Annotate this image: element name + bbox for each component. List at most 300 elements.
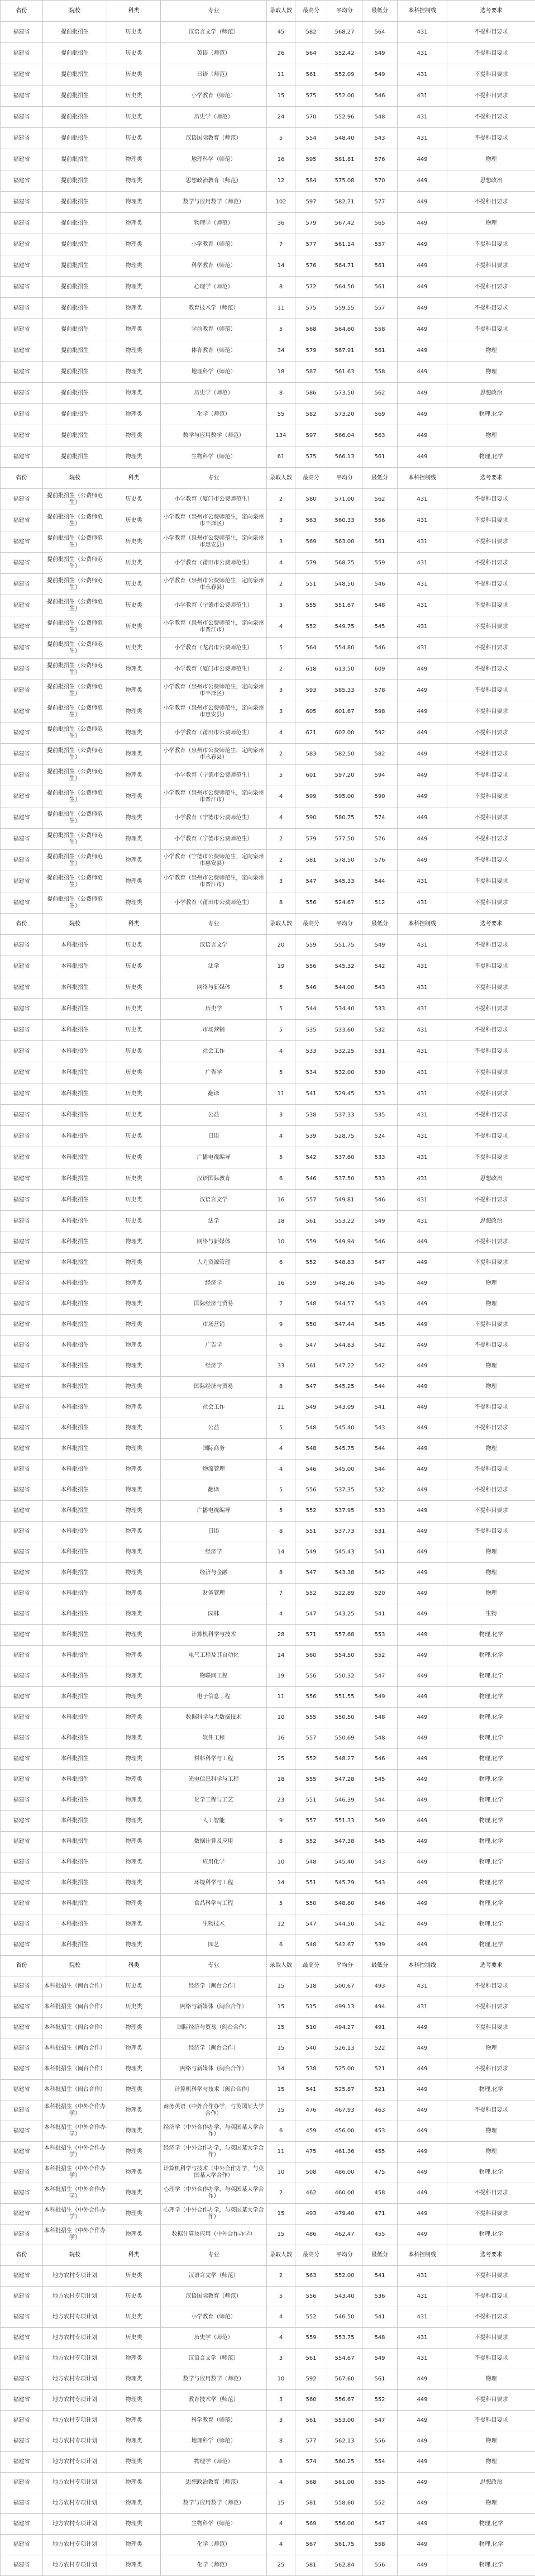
- max-score-cell: 548: [295, 1935, 327, 1956]
- table-row: [1, 1997, 535, 2018]
- elective-requirement-cell: 物理,化学: [447, 2535, 535, 2555]
- max-score-cell: 550: [295, 1315, 327, 1335]
- province-cell: 福建省: [1, 1190, 43, 1211]
- major-cell: 法学: [161, 1211, 267, 1232]
- subject-type-cell: 物理类: [107, 680, 161, 701]
- elective-requirement-cell: 不提科目要求: [447, 616, 535, 638]
- admitted-count-cell: 5: [267, 1501, 295, 1522]
- min-score-cell: 463: [362, 2100, 398, 2121]
- province-cell: 福建省: [1, 1294, 43, 1315]
- admitted-count-cell: 2: [267, 659, 295, 680]
- province-cell: 福建省: [1, 765, 43, 786]
- province-cell: 福建省: [1, 64, 43, 85]
- average-score-cell: 564.50: [327, 277, 362, 298]
- school-cell: 地方农村专项计划: [43, 2390, 107, 2411]
- average-score-cell: 547.28: [327, 1770, 362, 1790]
- subject-type-cell: 物理类: [107, 1728, 161, 1749]
- max-score-cell: 579: [295, 553, 327, 574]
- province-cell: 福建省: [1, 574, 43, 595]
- max-score-cell: 563: [295, 2266, 327, 2287]
- province-cell: 福建省: [1, 2411, 43, 2431]
- max-score-cell: 587: [295, 362, 327, 383]
- subject-type-cell: 历史类: [107, 638, 161, 659]
- admitted-count-cell: 6: [267, 1253, 295, 1273]
- province-cell: 福建省: [1, 723, 43, 744]
- school-cell: 地方农村专项计划: [43, 2349, 107, 2369]
- major-cell: 英语（师范）: [161, 43, 267, 64]
- subject-type-cell: 历史类: [107, 1062, 161, 1083]
- elective-requirement-cell: 物理,化学: [447, 1687, 535, 1708]
- province-cell: 福建省: [1, 22, 43, 43]
- average-score-cell: 543.38: [327, 1563, 362, 1584]
- control-line-cell: 431: [398, 531, 447, 553]
- subject-type-cell: 物理类: [107, 149, 161, 170]
- school-cell: 本科批招生（闽台合作）: [43, 1976, 107, 1997]
- major-cell: 经济学: [161, 1542, 267, 1563]
- control-line-cell: 449: [398, 807, 447, 829]
- school-cell: 提前批招生（公费师范生）: [43, 489, 107, 510]
- table-row: [1, 2018, 535, 2038]
- max-score-cell: 574: [295, 2452, 327, 2473]
- table-row: [1, 574, 535, 595]
- table-row: [1, 128, 535, 149]
- table-row: [1, 2183, 535, 2204]
- control-line-cell: 431: [398, 871, 447, 892]
- elective-requirement-cell: 不提科目要求: [447, 1501, 535, 1522]
- major-cell: 数学与应用数学（师范）: [161, 2369, 267, 2390]
- admitted-count-cell: 15: [267, 2493, 295, 2514]
- min-score-cell: 544: [362, 871, 398, 892]
- control-line-cell: 449: [398, 2431, 447, 2452]
- school-cell: 本科批招生（中外合作办学）: [43, 2204, 107, 2225]
- table-row: [1, 255, 535, 277]
- max-score-cell: 576: [295, 255, 327, 277]
- subject-type-cell: 物理类: [107, 2080, 161, 2100]
- subject-type-cell: 物理类: [107, 170, 161, 192]
- province-cell: 福建省: [1, 510, 43, 531]
- admitted-count-cell: 12: [267, 1914, 295, 1935]
- average-score-cell: 552.09: [327, 64, 362, 85]
- elective-requirement-cell: 思想政治: [447, 2473, 535, 2493]
- average-score-cell: 532.00: [327, 1062, 362, 1083]
- major-cell: 化学（师范）: [161, 2555, 267, 2576]
- control-line-cell: 449: [398, 2162, 447, 2183]
- major-cell: 小学教育（泉州市公费师范生，定向泉州市晋江市）: [161, 871, 267, 892]
- subject-type-cell: 物理类: [107, 1873, 161, 1894]
- average-score-cell: 575.08: [327, 170, 362, 192]
- subject-type-cell: 物理类: [107, 2514, 161, 2535]
- elective-requirement-cell: 不提科目要求: [447, 2183, 535, 2204]
- admitted-count-cell: 4: [267, 1126, 295, 1147]
- min-score-cell: 494: [362, 1997, 398, 2018]
- average-score-cell: 524.67: [327, 892, 362, 914]
- max-score-cell: 618: [295, 659, 327, 680]
- control-line-cell: 449: [398, 1460, 447, 1480]
- min-score-cell: 549: [362, 43, 398, 64]
- table-row: [1, 1398, 535, 1418]
- admitted-count-cell: 2: [267, 2183, 295, 2204]
- average-score-cell: 568.75: [327, 553, 362, 574]
- control-line-cell: 431: [398, 43, 447, 64]
- elective-requirement-cell: 不提科目要求: [447, 807, 535, 829]
- elective-requirement-cell: 不提科目要求: [447, 553, 535, 574]
- column-header: 专业: [161, 468, 267, 489]
- control-line-cell: 431: [398, 64, 447, 85]
- major-cell: 心理学（中外合作办学，与英国某大学合作）: [161, 2204, 267, 2225]
- major-cell: 国际经济与贸易: [161, 1377, 267, 1398]
- major-cell: 小学教育（师范）: [161, 85, 267, 107]
- admitted-count-cell: 8: [267, 1522, 295, 1542]
- average-score-cell: 601.67: [327, 701, 362, 723]
- major-cell: 小学教育（宁德市公费师范生）: [161, 829, 267, 850]
- school-cell: 提前批招生: [43, 446, 107, 468]
- min-score-cell: 594: [362, 765, 398, 786]
- control-line-cell: 431: [398, 1168, 447, 1190]
- min-score-cell: 552: [362, 2390, 398, 2411]
- average-score-cell: 544.00: [327, 977, 362, 999]
- subject-type-cell: 物理类: [107, 1253, 161, 1273]
- school-cell: 本科批招生: [43, 1020, 107, 1041]
- control-line-cell: 449: [398, 2038, 447, 2059]
- major-cell: 广告学: [161, 1062, 267, 1083]
- column-header: 最低分: [362, 1, 398, 22]
- school-cell: 本科批招生: [43, 1563, 107, 1584]
- school-cell: 本科批招生: [43, 1439, 107, 1460]
- subject-type-cell: 物理类: [107, 1501, 161, 1522]
- major-cell: 数学与应用数学（师范）: [161, 425, 267, 446]
- major-cell: 历史学（师范）: [161, 2328, 267, 2349]
- elective-requirement-cell: 物理: [447, 2452, 535, 2473]
- admitted-count-cell: 45: [267, 22, 295, 43]
- control-line-cell: 449: [398, 340, 447, 362]
- average-score-cell: 561.75: [327, 2535, 362, 2555]
- elective-requirement-cell: 不提科目要求: [447, 255, 535, 277]
- elective-requirement-cell: 不提科目要求: [447, 744, 535, 765]
- elective-requirement-cell: 不提科目要求: [447, 1105, 535, 1126]
- column-header: 本科控制线: [398, 468, 447, 489]
- control-line-cell: 449: [398, 319, 447, 340]
- column-header: 平均分: [327, 1, 362, 22]
- control-line-cell: 449: [398, 2555, 447, 2576]
- average-score-cell: 545.40: [327, 1852, 362, 1873]
- average-score-cell: 560.25: [327, 2452, 362, 2473]
- min-score-cell: 561: [362, 277, 398, 298]
- control-line-cell: 449: [398, 2452, 447, 2473]
- average-score-cell: 546.50: [327, 2307, 362, 2328]
- control-line-cell: 449: [398, 2142, 447, 2162]
- admitted-count-cell: 15: [267, 1976, 295, 1997]
- major-cell: 心理学（师范）: [161, 277, 267, 298]
- elective-requirement-cell: 不提科目要求: [447, 234, 535, 255]
- control-line-cell: 449: [398, 1294, 447, 1315]
- max-score-cell: 556: [295, 1687, 327, 1708]
- min-score-cell: 590: [362, 786, 398, 807]
- elective-requirement-cell: 不提科目要求: [447, 1190, 535, 1211]
- control-line-cell: 431: [398, 956, 447, 977]
- province-cell: 福建省: [1, 2080, 43, 2100]
- max-score-cell: 476: [295, 2100, 327, 2121]
- min-score-cell: 559: [362, 553, 398, 574]
- school-cell: 本科批招生: [43, 1315, 107, 1335]
- province-cell: 福建省: [1, 871, 43, 892]
- province-cell: 福建省: [1, 2018, 43, 2038]
- table-row: [1, 362, 535, 383]
- elective-requirement-cell: 物理,化学: [447, 1873, 535, 1894]
- province-cell: 福建省: [1, 2287, 43, 2307]
- max-score-cell: 561: [295, 2349, 327, 2369]
- min-score-cell: 544: [362, 1377, 398, 1398]
- province-cell: 福建省: [1, 213, 43, 234]
- elective-requirement-cell: 思想政治: [447, 170, 535, 192]
- column-header: 录取人数: [267, 2245, 295, 2266]
- average-score-cell: 577.50: [327, 829, 362, 850]
- subject-type-cell: 物理类: [107, 2493, 161, 2514]
- column-header: 省份: [1, 914, 43, 935]
- control-line-cell: 449: [398, 404, 447, 425]
- average-score-cell: 547.38: [327, 1832, 362, 1852]
- admitted-count-cell: 16: [267, 1273, 295, 1294]
- max-score-cell: 577: [295, 234, 327, 255]
- subject-type-cell: 物理类: [107, 1418, 161, 1439]
- max-score-cell: 508: [295, 2162, 327, 2183]
- table-row: [1, 1294, 535, 1315]
- min-score-cell: 558: [362, 362, 398, 383]
- control-line-cell: 449: [398, 765, 447, 786]
- subject-type-cell: 历史类: [107, 1976, 161, 1997]
- min-score-cell: 543: [362, 1294, 398, 1315]
- min-score-cell: 547: [362, 2411, 398, 2431]
- subject-type-cell: 物理类: [107, 1542, 161, 1563]
- subject-type-cell: 历史类: [107, 1211, 161, 1232]
- school-cell: 本科批招生: [43, 1832, 107, 1852]
- school-cell: 提前批招生: [43, 107, 107, 128]
- max-score-cell: 599: [295, 786, 327, 807]
- province-cell: 福建省: [1, 2369, 43, 2390]
- average-score-cell: 567.42: [327, 213, 362, 234]
- subject-type-cell: 历史类: [107, 999, 161, 1020]
- max-score-cell: 568: [295, 319, 327, 340]
- max-score-cell: 542: [295, 1147, 327, 1168]
- province-cell: 福建省: [1, 2225, 43, 2245]
- average-score-cell: 564.71: [327, 255, 362, 277]
- admitted-count-cell: 4: [267, 1439, 295, 1460]
- control-line-cell: 449: [398, 1728, 447, 1749]
- control-line-cell: 431: [398, 510, 447, 531]
- control-line-cell: 449: [398, 1356, 447, 1377]
- province-cell: 福建省: [1, 149, 43, 170]
- max-score-cell: 551: [295, 1790, 327, 1811]
- table-row: [1, 319, 535, 340]
- subject-type-cell: 历史类: [107, 1105, 161, 1126]
- admitted-count-cell: 19: [267, 956, 295, 977]
- table-row: [1, 2390, 535, 2411]
- min-score-cell: 548: [362, 107, 398, 128]
- school-cell: 本科批招生: [43, 1914, 107, 1935]
- admitted-count-cell: 3: [267, 1105, 295, 1126]
- province-cell: 福建省: [1, 659, 43, 680]
- min-score-cell: 455: [362, 2225, 398, 2245]
- average-score-cell: 573.20: [327, 404, 362, 425]
- school-cell: 提前批招生: [43, 22, 107, 43]
- province-cell: 福建省: [1, 1356, 43, 1377]
- province-cell: 福建省: [1, 298, 43, 319]
- admitted-count-cell: 4: [267, 2307, 295, 2328]
- major-cell: 软件工程: [161, 1728, 267, 1749]
- average-score-cell: 545.79: [327, 1873, 362, 1894]
- province-cell: 福建省: [1, 1273, 43, 1294]
- admitted-count-cell: 10: [267, 1852, 295, 1873]
- table-row: [1, 956, 535, 977]
- control-line-cell: 449: [398, 2369, 447, 2390]
- elective-requirement-cell: 不提科目要求: [447, 2307, 535, 2328]
- admitted-count-cell: 6: [267, 1335, 295, 1356]
- province-cell: 福建省: [1, 277, 43, 298]
- max-score-cell: 570: [295, 107, 327, 128]
- max-score-cell: 581: [295, 2493, 327, 2514]
- min-score-cell: 475: [362, 2162, 398, 2183]
- elective-requirement-cell: 不提科目要求: [447, 977, 535, 999]
- max-score-cell: 557: [295, 1811, 327, 1832]
- major-cell: 商务英语（中外合作办学，与英国某大学合作）: [161, 2100, 267, 2121]
- school-cell: 本科批招生: [43, 1232, 107, 1253]
- province-cell: 福建省: [1, 1418, 43, 1439]
- subject-type-cell: 物理类: [107, 1356, 161, 1377]
- major-cell: 材料科学与工程: [161, 1749, 267, 1770]
- max-score-cell: 555: [295, 1770, 327, 1790]
- school-cell: 提前批招生: [43, 340, 107, 362]
- admitted-count-cell: 2: [267, 574, 295, 595]
- school-cell: 地方农村专项计划: [43, 2431, 107, 2452]
- school-cell: 本科批招生（中外合作办学）: [43, 2100, 107, 2121]
- school-cell: 提前批招生: [43, 277, 107, 298]
- elective-requirement-cell: 不提科目要求: [447, 1398, 535, 1418]
- average-score-cell: 537.33: [327, 1105, 362, 1126]
- min-score-cell: 491: [362, 2018, 398, 2038]
- province-cell: 福建省: [1, 340, 43, 362]
- admitted-count-cell: 7: [267, 1294, 295, 1315]
- max-score-cell: 593: [295, 680, 327, 701]
- column-header: 本科控制线: [398, 1, 447, 22]
- min-score-cell: 561: [362, 531, 398, 553]
- major-cell: 光电信息科学与工程: [161, 1770, 267, 1790]
- elective-requirement-cell: 物理,化学: [447, 1708, 535, 1728]
- province-cell: 福建省: [1, 1584, 43, 1604]
- table-row: [1, 213, 535, 234]
- max-score-cell: 601: [295, 765, 327, 786]
- elective-requirement-cell: 不提科目要求: [447, 574, 535, 595]
- control-line-cell: 449: [398, 1790, 447, 1811]
- subject-type-cell: 物理类: [107, 298, 161, 319]
- subject-type-cell: 物理类: [107, 1852, 161, 1873]
- school-cell: 本科批招生: [43, 1728, 107, 1749]
- min-score-cell: 549: [362, 2349, 398, 2369]
- max-score-cell: 561: [295, 1211, 327, 1232]
- admitted-count-cell: 14: [267, 1873, 295, 1894]
- max-score-cell: 557: [295, 1190, 327, 1211]
- province-cell: 福建省: [1, 1935, 43, 1956]
- control-line-cell: 449: [398, 192, 447, 213]
- min-score-cell: 553: [362, 1625, 398, 1646]
- max-score-cell: 569: [295, 531, 327, 553]
- elective-requirement-cell: 物理: [447, 2369, 535, 2390]
- average-score-cell: 556.00: [327, 2514, 362, 2535]
- school-cell: 提前批招生（公费师范生）: [43, 595, 107, 616]
- subject-type-cell: 物理类: [107, 1894, 161, 1914]
- subject-type-cell: 物理类: [107, 1604, 161, 1625]
- max-score-cell: 544: [295, 999, 327, 1020]
- table-row: [1, 1666, 535, 1687]
- control-line-cell: 449: [398, 255, 447, 277]
- control-line-cell: 449: [398, 2183, 447, 2204]
- table-row: [1, 1273, 535, 1294]
- max-score-cell: 597: [295, 425, 327, 446]
- school-cell: 提前批招生: [43, 319, 107, 340]
- max-score-cell: 548: [295, 1852, 327, 1873]
- school-cell: 本科批招生: [43, 1041, 107, 1062]
- province-cell: 福建省: [1, 1126, 43, 1147]
- control-line-cell: 449: [398, 2473, 447, 2493]
- max-score-cell: 475: [295, 2142, 327, 2162]
- average-score-cell: 545.25: [327, 1377, 362, 1398]
- average-score-cell: 578.50: [327, 850, 362, 871]
- max-score-cell: 486: [295, 2225, 327, 2245]
- school-cell: 地方农村专项计划: [43, 2473, 107, 2493]
- subject-type-cell: 物理类: [107, 277, 161, 298]
- table-row: [1, 744, 535, 765]
- subject-type-cell: 历史类: [107, 616, 161, 638]
- elective-requirement-cell: 不提科目要求: [447, 1522, 535, 1542]
- major-cell: 日语: [161, 1522, 267, 1542]
- max-score-cell: 535: [295, 1020, 327, 1041]
- table-row: [1, 680, 535, 701]
- table-row: [1, 2287, 535, 2307]
- table-row: [1, 786, 535, 807]
- elective-requirement-cell: 不提科目要求: [447, 935, 535, 956]
- control-line-cell: 431: [398, 1126, 447, 1147]
- average-score-cell: 486.00: [327, 2162, 362, 2183]
- admitted-count-cell: 2: [267, 829, 295, 850]
- major-cell: 教育技术学（师范）: [161, 298, 267, 319]
- min-score-cell: 558: [362, 2535, 398, 2555]
- province-cell: 福建省: [1, 1335, 43, 1356]
- average-score-cell: 595.00: [327, 786, 362, 807]
- province-cell: 福建省: [1, 1460, 43, 1480]
- average-score-cell: 548.80: [327, 1894, 362, 1914]
- school-cell: 提前批招生: [43, 192, 107, 213]
- max-score-cell: 546: [295, 977, 327, 999]
- max-score-cell: 510: [295, 2018, 327, 2038]
- max-score-cell: 549: [295, 1542, 327, 1563]
- admitted-count-cell: 11: [267, 298, 295, 319]
- school-cell: 本科批招生: [43, 1852, 107, 1873]
- control-line-cell: 449: [398, 234, 447, 255]
- elective-requirement-cell: 不提科目要求: [447, 1062, 535, 1083]
- column-header: 平均分: [327, 2245, 362, 2266]
- major-cell: 网络与新媒体（闽台合作）: [161, 1997, 267, 2018]
- province-cell: 福建省: [1, 807, 43, 829]
- column-header: 最低分: [362, 1956, 398, 1976]
- subject-type-cell: 物理类: [107, 1232, 161, 1253]
- subject-type-cell: 历史类: [107, 22, 161, 43]
- admitted-count-cell: 5: [267, 1480, 295, 1501]
- admitted-count-cell: 14: [267, 255, 295, 277]
- max-score-cell: 518: [295, 1976, 327, 1997]
- subject-type-cell: 物理类: [107, 1625, 161, 1646]
- min-score-cell: 523: [362, 1083, 398, 1105]
- average-score-cell: 529.45: [327, 1083, 362, 1105]
- min-score-cell: 535: [362, 1105, 398, 1126]
- table-row: [1, 2369, 535, 2390]
